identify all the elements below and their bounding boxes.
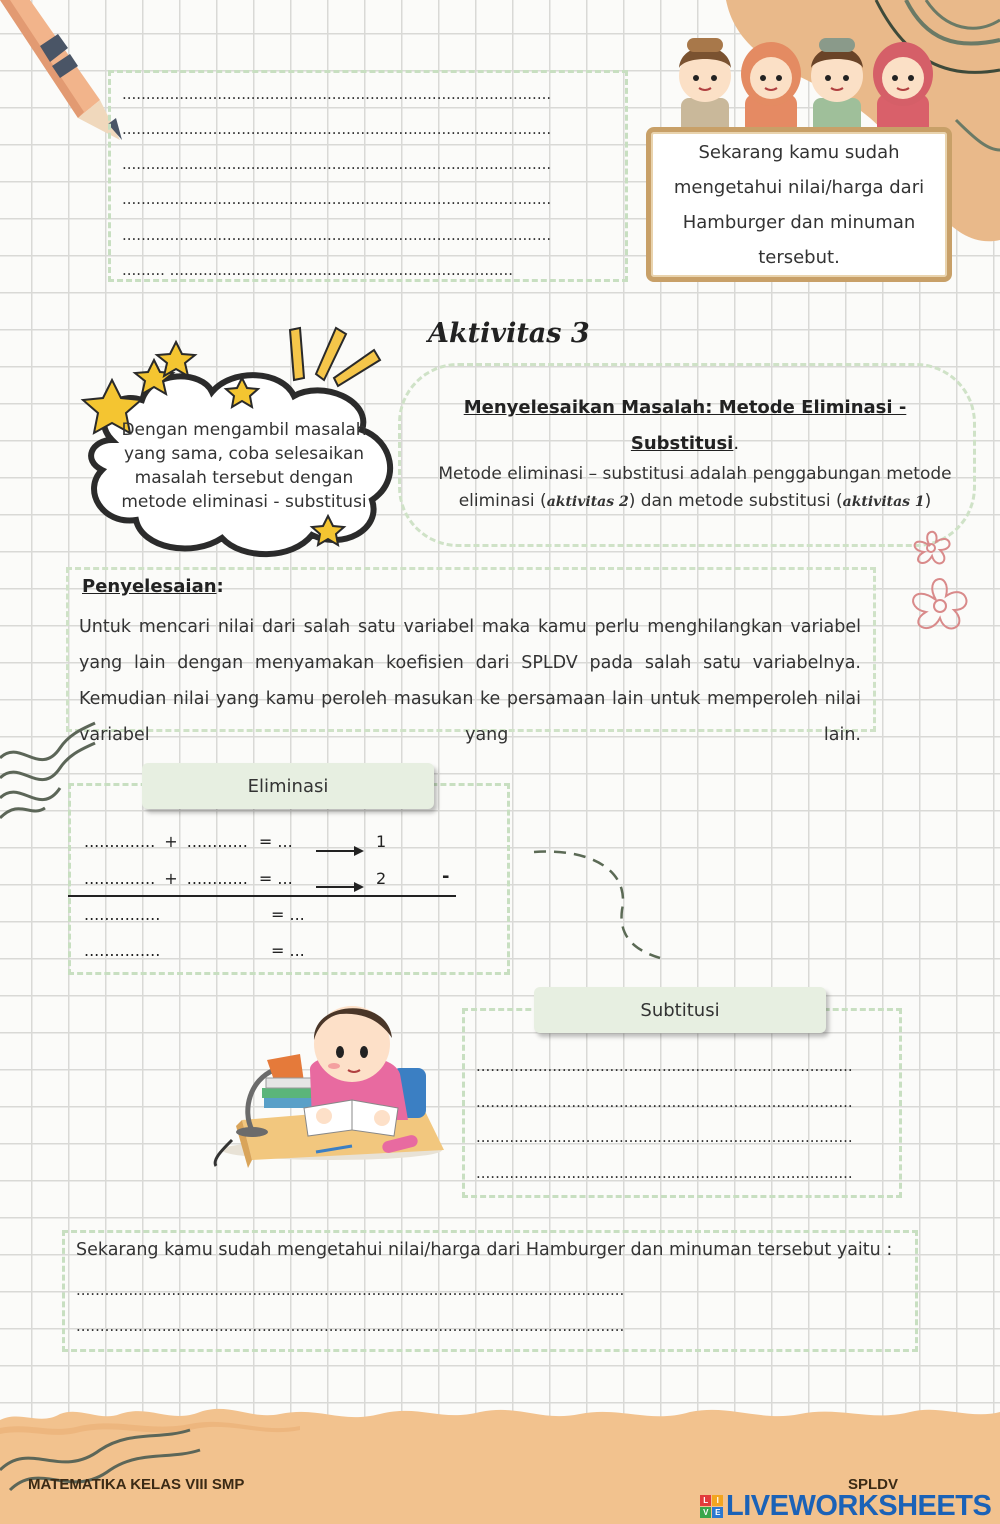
activity-title: Aktivitas 3 bbox=[428, 318, 590, 349]
eq2-operator: + bbox=[164, 869, 178, 888]
badge-letter: E bbox=[712, 1507, 723, 1518]
substitution-line-4[interactable]: ............................................................................... bbox=[476, 1164, 853, 1182]
res1-term[interactable]: ............... bbox=[84, 905, 161, 924]
badge-letter: V bbox=[700, 1507, 711, 1518]
substitution-line-1[interactable]: ............................................................................... bbox=[476, 1057, 853, 1075]
eq1-term-b[interactable]: ............ bbox=[186, 832, 248, 851]
liveworksheets-logo[interactable] bbox=[700, 1490, 991, 1523]
eq2-number: 2 bbox=[376, 869, 387, 888]
equation-2 bbox=[84, 869, 293, 888]
eq1-result[interactable]: = ... bbox=[258, 832, 293, 851]
final-answer-prompt: Sekarang kamu sudah mengetahui nilai/harga dari Hamburger dan minuman tersebut yaitu : bbox=[76, 1240, 893, 1260]
badge-letter: I bbox=[712, 1495, 723, 1506]
eq1-operator: + bbox=[164, 832, 178, 851]
dashed-connector bbox=[530, 840, 670, 970]
solution-title-text: Penyelesaian bbox=[82, 576, 217, 597]
res2-result[interactable]: = ... bbox=[271, 941, 305, 960]
final-answer-line-1[interactable]: ................................................................................................................... bbox=[76, 1281, 625, 1299]
footer-topic: SPLDV bbox=[848, 1476, 899, 1493]
arrow-icon bbox=[316, 880, 364, 894]
answer-line-6[interactable]: ......... ........................................................................ bbox=[122, 261, 513, 279]
answer-line-5[interactable]: .......................................................................................... bbox=[122, 226, 552, 244]
method-heading-text: Menyelesaikan Masalah: Metode Eliminasi - Substitusi bbox=[463, 397, 907, 454]
answer-line-1[interactable]: .......................................................................................... bbox=[122, 85, 552, 103]
substitution-label: Subtitusi bbox=[534, 987, 826, 1033]
solution-title-suffix: : bbox=[216, 576, 224, 597]
answer-line-4[interactable]: .......................................................................................... bbox=[122, 190, 552, 208]
method-ref-activity1: aktivitas 1 bbox=[842, 494, 925, 510]
method-desc-part1: Metode eliminasi – substitusi adalah penggabungan metode eliminasi ( bbox=[438, 464, 952, 511]
method-ref-activity2: aktivitas 2 bbox=[546, 494, 629, 510]
method-heading-suffix: . bbox=[733, 433, 740, 454]
arrow-icon bbox=[316, 844, 364, 858]
elimination-label: Eliminasi bbox=[142, 763, 434, 809]
subtraction-rule bbox=[68, 895, 456, 897]
final-answer-line-2[interactable]: ................................................................................................................... bbox=[76, 1317, 625, 1335]
info-note-frame bbox=[646, 127, 952, 282]
solution-text: Untuk mencari nilai dari salah satu variabel maka kamu perlu menghilangkan variabel yang lain dengan menyamakan koefisien dari SPLDV pada salah satu variabelnya. Kemudian nilai yang kamu peroleh masukan ke persamaan lain untuk memperoleh nilai variabel yang lain. bbox=[79, 617, 861, 745]
substitution-line-2[interactable]: ............................................................................... bbox=[476, 1093, 853, 1111]
result-line-1 bbox=[84, 905, 160, 924]
eq1-number: 1 bbox=[376, 832, 387, 851]
res1-result[interactable]: = ... bbox=[271, 905, 305, 924]
res2-term[interactable]: ............... bbox=[84, 941, 161, 960]
cloud-instruction-text: Dengan mengambil masalah yang sama, coba selesaikan masalah tersebut dengan metode eliminasi - substitusi bbox=[121, 420, 367, 512]
children-illustration bbox=[665, 28, 945, 136]
studying-child-illustration bbox=[212, 990, 452, 1170]
answer-line-3[interactable]: .......................................................................................... bbox=[122, 155, 552, 173]
eq2-result[interactable]: = ... bbox=[258, 869, 293, 888]
flower-doodle-decoration bbox=[900, 520, 980, 650]
minus-sign: - bbox=[442, 866, 450, 887]
method-description bbox=[420, 461, 970, 516]
liveworksheets-badge-icon bbox=[700, 1495, 723, 1518]
answer-line-2[interactable]: .......................................................................................... bbox=[122, 120, 552, 138]
info-note-text: Sekarang kamu sudah mengetahui nilai/harga dari Hamburger dan minuman tersebut. bbox=[673, 141, 925, 268]
solution-title bbox=[82, 576, 224, 597]
liveworksheets-wordmark: LIVEWORKSHEETS bbox=[726, 1490, 992, 1522]
footer-subject: MATEMATIKA KELAS VIII SMP bbox=[28, 1476, 245, 1493]
eq2-term-a[interactable]: .............. bbox=[84, 869, 156, 888]
badge-letter: L bbox=[700, 1495, 711, 1506]
equation-1 bbox=[84, 832, 293, 851]
method-desc-part2: ) dan metode substitusi ( bbox=[628, 491, 843, 511]
result-line-2 bbox=[84, 941, 160, 960]
method-desc-part3: ) bbox=[924, 491, 932, 511]
eq1-term-a[interactable]: .............. bbox=[84, 832, 156, 851]
method-heading bbox=[420, 390, 950, 462]
eq2-term-b[interactable]: ............ bbox=[186, 869, 248, 888]
substitution-line-3[interactable]: ............................................................................... bbox=[476, 1128, 853, 1146]
